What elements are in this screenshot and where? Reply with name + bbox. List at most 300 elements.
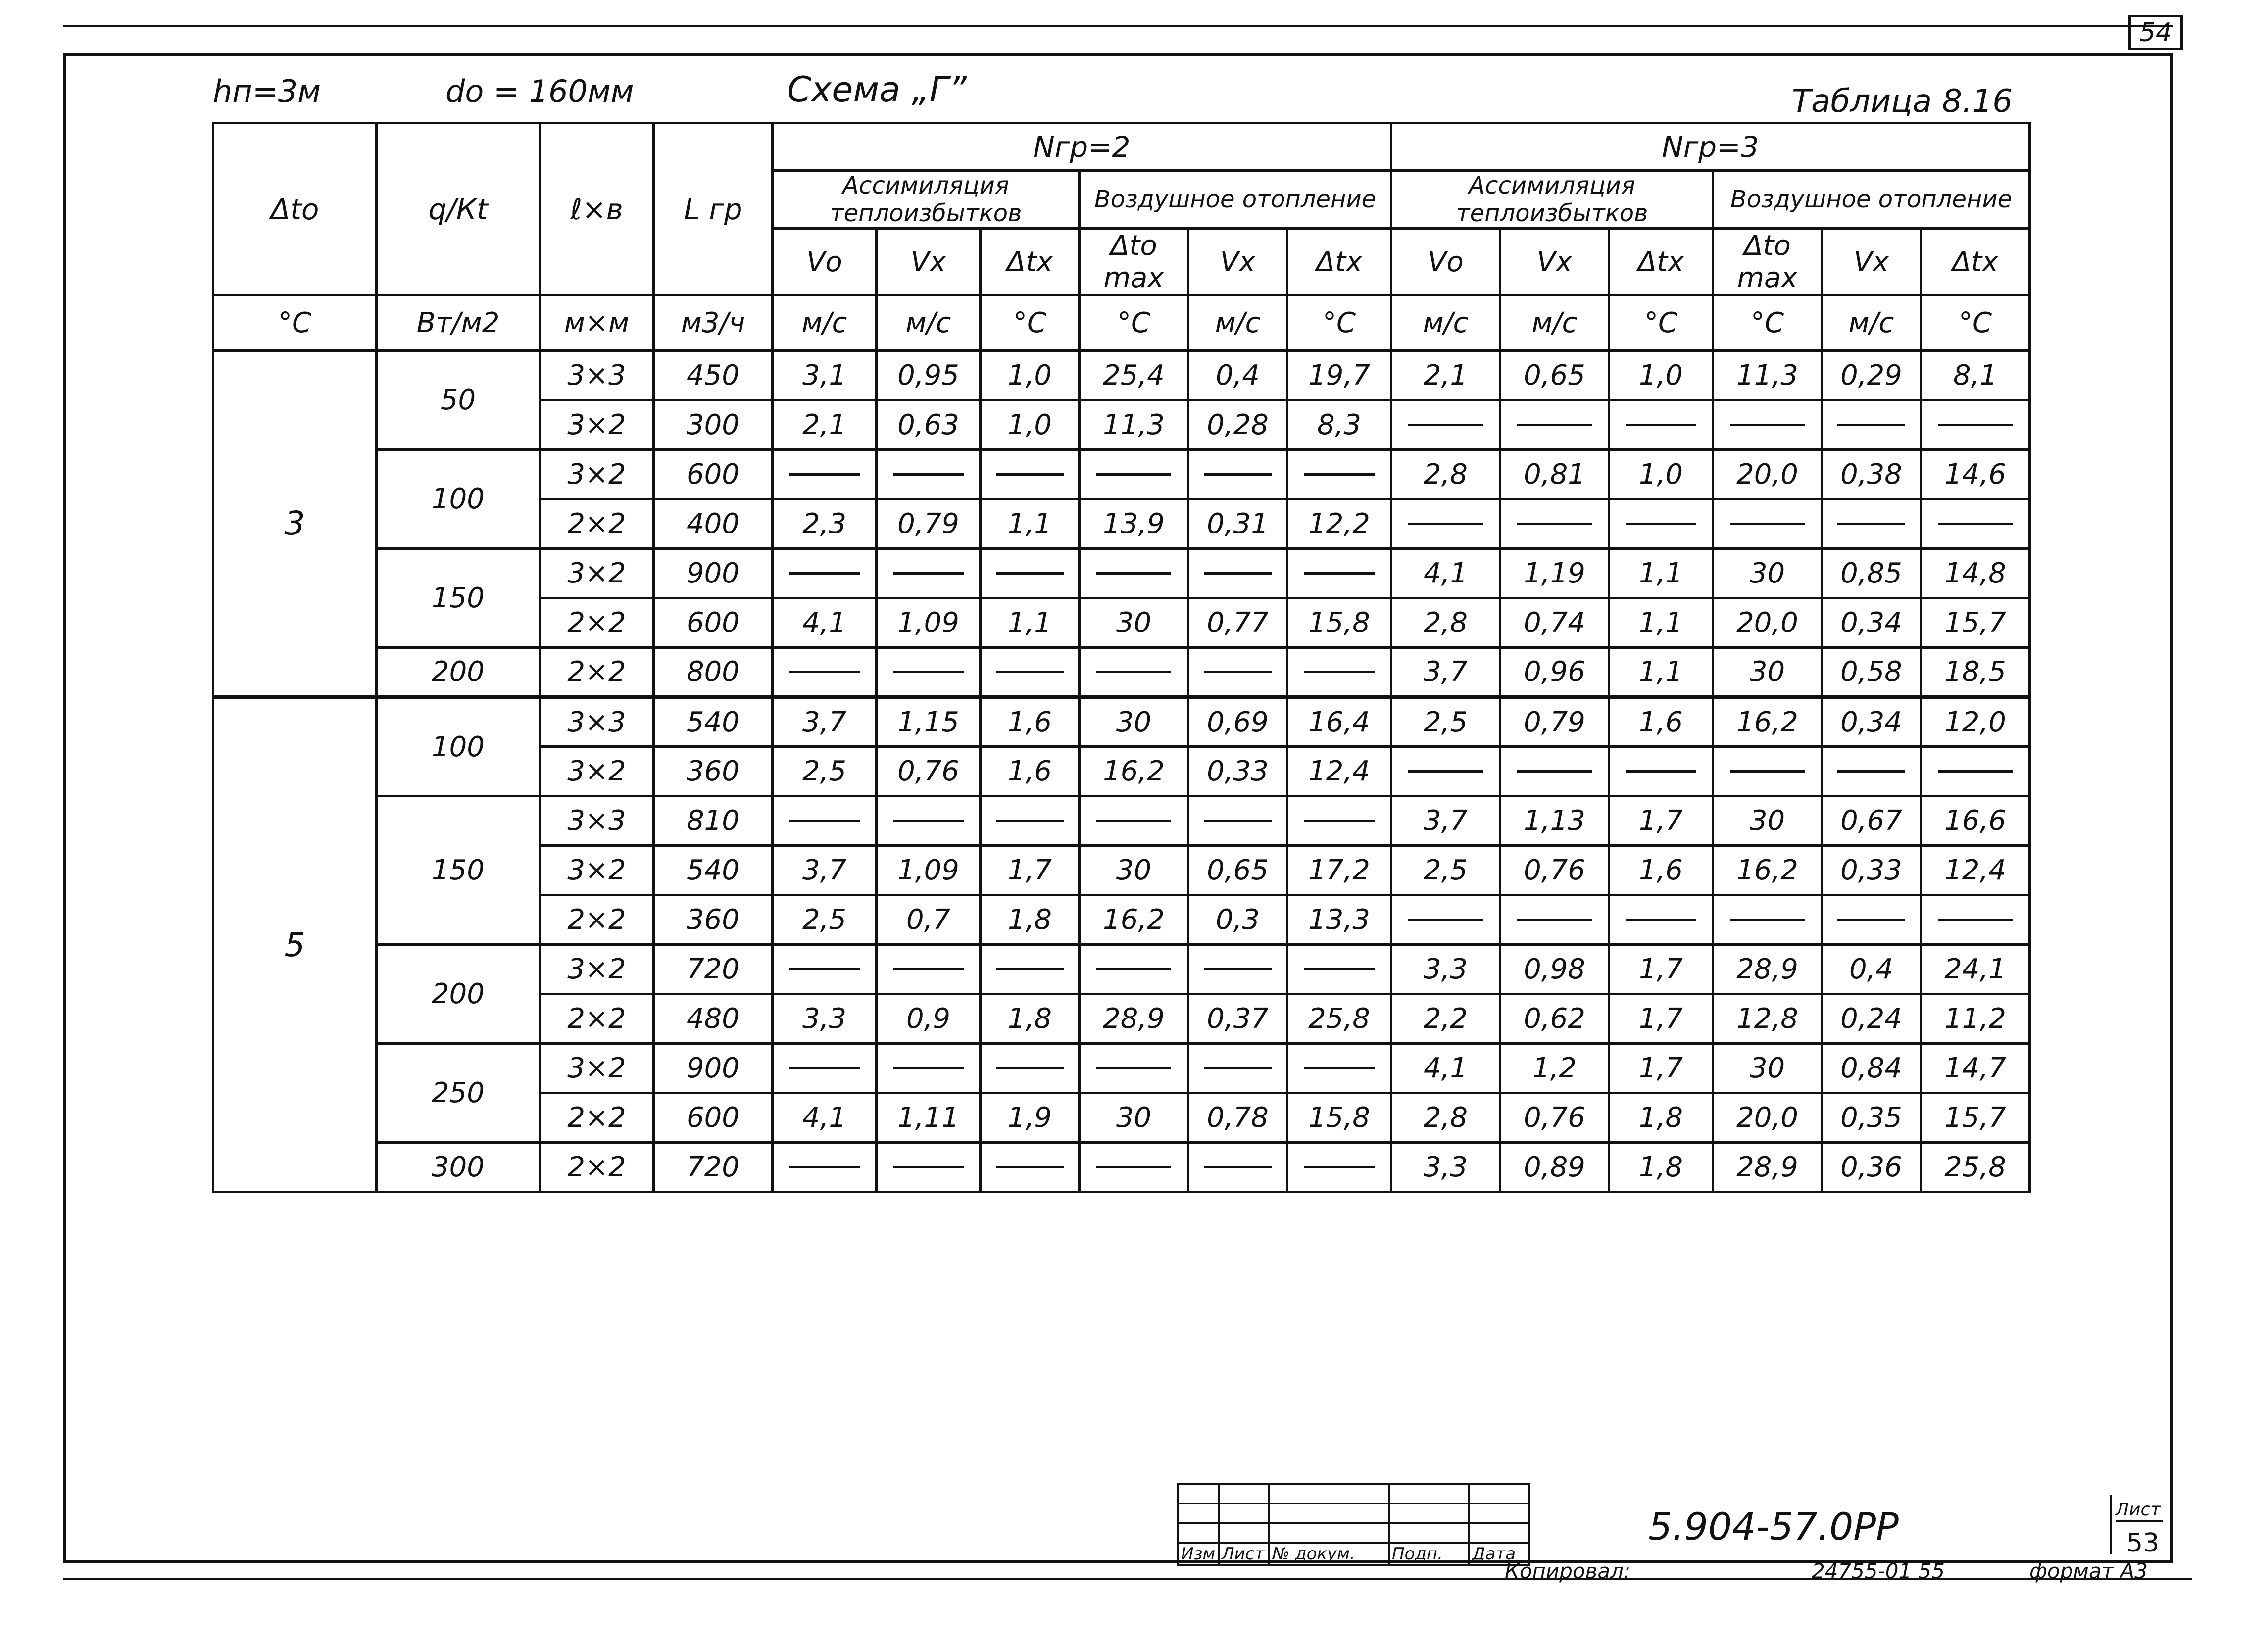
table-cell: 1,7: [1609, 945, 1713, 994]
table-cell: [1188, 648, 1287, 697]
table-cell: 2×2: [540, 895, 654, 945]
table-cell: 11,2: [1921, 994, 2030, 1044]
dash-mark: [996, 1166, 1064, 1168]
table-cell: [1713, 499, 1822, 549]
table-cell: 3,7: [1391, 648, 1500, 697]
table-cell: 2,3: [773, 499, 877, 549]
table-cell: [1609, 499, 1713, 549]
dash-mark: [893, 473, 964, 476]
table-cell: 3,7: [773, 697, 877, 747]
table-cell: 3,7: [773, 846, 877, 895]
dash-mark: [1938, 770, 2013, 773]
dash-mark: [893, 820, 964, 822]
table-cell: [877, 1044, 981, 1093]
table-cell: [877, 648, 981, 697]
table-cell: 0,7: [877, 895, 981, 945]
table-cell: 400: [654, 499, 773, 549]
dto-cell: 5: [213, 697, 377, 1192]
dash-mark: [1204, 1067, 1272, 1069]
dash-mark: [789, 671, 860, 673]
table-cell: 1,6: [981, 747, 1080, 796]
unit-cell: м/с: [1822, 295, 1921, 351]
table-cell: 0,3: [1188, 895, 1287, 945]
table-cell: 3×3: [540, 351, 654, 400]
unit-cell: °C: [1921, 295, 2030, 351]
col-n2-dtx2: Δtx: [1287, 229, 1391, 295]
table-cell: 12,4: [1287, 747, 1391, 796]
table-cell: [1287, 549, 1391, 598]
dash-mark: [1096, 473, 1171, 476]
table-cell: [1080, 796, 1188, 846]
dash-mark: [1304, 1067, 1375, 1069]
table-cell: [1080, 549, 1188, 598]
table-cell: 300: [654, 400, 773, 450]
dash-mark: [1304, 671, 1375, 673]
table-cell: 3×3: [540, 796, 654, 846]
table-cell: 0,98: [1500, 945, 1609, 994]
table-cell: 25,8: [1287, 994, 1391, 1044]
table-cell: 0,38: [1822, 450, 1921, 499]
stamp-label: № докум.: [1269, 1543, 1389, 1565]
table-cell: 3×3: [540, 697, 654, 747]
table-cell: [981, 648, 1080, 697]
dash-mark: [1837, 919, 1905, 921]
col-lgr: L гр: [654, 123, 773, 295]
table-cell: 0,9: [877, 994, 981, 1044]
table-cell: [1287, 1044, 1391, 1093]
dash-mark: [1096, 671, 1171, 673]
dash-mark: [1837, 424, 1905, 426]
table-cell: 1,0: [1609, 450, 1713, 499]
stamp-label: Подп.: [1389, 1543, 1469, 1565]
dash-mark: [1938, 919, 2013, 921]
table-cell: [1500, 747, 1609, 796]
dash-mark: [1204, 473, 1272, 476]
dash-mark: [996, 1067, 1064, 1069]
table-cell: 2,1: [1391, 351, 1500, 400]
table-cell: [877, 450, 981, 499]
table-cell: 0,58: [1822, 648, 1921, 697]
table-cell: [1287, 1143, 1391, 1192]
col-n2: Nгр=2: [773, 123, 1391, 171]
table-cell: [773, 945, 877, 994]
table-cell: [1287, 945, 1391, 994]
table-row: [213, 697, 2030, 747]
table-cell: 2,5: [1391, 846, 1500, 895]
table-cell: [1609, 895, 1713, 945]
table-cell: [1713, 895, 1822, 945]
table-cell: 0,96: [1500, 648, 1609, 697]
dash-mark: [1096, 1166, 1171, 1168]
table-cell: [1609, 400, 1713, 450]
table-cell: 360: [654, 895, 773, 945]
header-hn: hп=3м: [213, 73, 321, 109]
table-cell: 1,13: [1500, 796, 1609, 846]
dash-mark: [1626, 523, 1697, 525]
col-n3-dtx: Δtx: [1609, 229, 1713, 295]
col-n2-assim: Ассимиляция теплоизбытков: [773, 171, 1080, 229]
table-cell: 3×2: [540, 450, 654, 499]
table-cell: 0,77: [1188, 598, 1287, 648]
table-cell: 1,1: [1609, 549, 1713, 598]
table-cell: 12,2: [1287, 499, 1391, 549]
table-cell: 1,8: [1609, 1143, 1713, 1192]
unit-cell: м/с: [877, 295, 981, 351]
table-cell: [1391, 895, 1500, 945]
table-cell: 30: [1713, 648, 1822, 697]
dash-mark: [893, 572, 964, 575]
dash-mark: [1204, 572, 1272, 575]
table-cell: 14,7: [1921, 1044, 2030, 1093]
table-cell: 0,33: [1188, 747, 1287, 796]
table-cell: [1822, 895, 1921, 945]
col-n3-air: Воздушное отопление: [1713, 171, 2030, 229]
table-cell: 0,24: [1822, 994, 1921, 1044]
table-title: Таблица 8.16: [1792, 83, 2013, 120]
table-cell: 1,0: [981, 400, 1080, 450]
table-row: [213, 450, 2030, 499]
title-block-stamp: [1177, 1483, 1530, 1566]
table-cell: 1,09: [877, 598, 981, 648]
table-cell: 3,3: [773, 994, 877, 1044]
table-cell: [877, 945, 981, 994]
table-cell: 0,4: [1822, 945, 1921, 994]
table-cell: 30: [1713, 796, 1822, 846]
table-cell: 1,7: [1609, 796, 1713, 846]
table-cell: 3×2: [540, 747, 654, 796]
table-row: [213, 1143, 2030, 1192]
dash-mark: [996, 968, 1064, 970]
table-cell: [1391, 499, 1500, 549]
col-n3-vo: Vо: [1391, 229, 1500, 295]
dash-mark: [1408, 523, 1483, 525]
table-cell: 16,6: [1921, 796, 2030, 846]
header-do: dо = 160мм: [445, 73, 634, 109]
dash-mark: [1730, 770, 1805, 773]
table-cell: 30: [1713, 549, 1822, 598]
table-cell: 4,1: [773, 598, 877, 648]
table-cell: 900: [654, 549, 773, 598]
table-cell: 0,89: [1500, 1143, 1609, 1192]
dash-mark: [1304, 473, 1375, 476]
dash-mark: [996, 572, 1064, 575]
table-cell: [1822, 400, 1921, 450]
table-cell: 0,31: [1188, 499, 1287, 549]
table-cell: [981, 1143, 1080, 1192]
unit-cell: °C: [1713, 295, 1822, 351]
q-cell: 100: [377, 450, 540, 549]
dash-mark: [789, 968, 860, 970]
table-cell: 16,2: [1713, 846, 1822, 895]
col-n2-vo: Vо: [773, 229, 877, 295]
table-cell: [877, 796, 981, 846]
col-n2-air: Воздушное отопление: [1080, 171, 1391, 229]
table-cell: 13,9: [1080, 499, 1188, 549]
table-cell: 0,63: [877, 400, 981, 450]
table-cell: 1,1: [1609, 648, 1713, 697]
table-cell: 0,29: [1822, 351, 1921, 400]
dash-mark: [893, 1166, 964, 1168]
table-cell: 1,1: [1609, 598, 1713, 648]
dash-mark: [1626, 770, 1697, 773]
copied-label: Копировал:: [1505, 1559, 1631, 1583]
dash-mark: [1517, 770, 1592, 773]
table-cell: [1080, 1143, 1188, 1192]
dash-mark: [1730, 919, 1805, 921]
table-cell: 3×2: [540, 400, 654, 450]
table-cell: 0,34: [1822, 697, 1921, 747]
unit-cell: °C: [1080, 295, 1188, 351]
dash-mark: [996, 671, 1064, 673]
dash-mark: [1626, 424, 1697, 426]
table-cell: 1,6: [1609, 846, 1713, 895]
document-code: 5.904-57.0РР: [1648, 1504, 1899, 1549]
table-cell: 12,0: [1921, 697, 2030, 747]
table-cell: [1188, 945, 1287, 994]
col-n3-assim: Ассимиляция теплоизбытков: [1391, 171, 1713, 229]
table-cell: [1921, 499, 2030, 549]
dash-mark: [1837, 770, 1905, 773]
table-cell: 720: [654, 945, 773, 994]
col-lb: ℓ×в: [540, 123, 654, 295]
table-cell: 19,7: [1287, 351, 1391, 400]
table-cell: 2×2: [540, 648, 654, 697]
table-body: [213, 351, 2030, 1192]
table-cell: 12,4: [1921, 846, 2030, 895]
dash-mark: [1626, 919, 1697, 921]
table-cell: 1,1: [981, 499, 1080, 549]
table-row: [213, 796, 2030, 846]
table-cell: [981, 945, 1080, 994]
stamp-label: Лист: [1219, 1543, 1269, 1565]
col-n3-dtomax: Δtо max: [1713, 229, 1822, 295]
data-table: [212, 122, 2031, 1193]
col-n3-vx2: Vx: [1822, 229, 1921, 295]
dash-mark: [1096, 820, 1171, 822]
table-cell: 0,37: [1188, 994, 1287, 1044]
table-cell: 0,85: [1822, 549, 1921, 598]
table-cell: 20,0: [1713, 450, 1822, 499]
dash-mark: [1096, 968, 1171, 970]
table-cell: 0,79: [1500, 697, 1609, 747]
table-cell: 3,7: [1391, 796, 1500, 846]
table-cell: [1188, 1143, 1287, 1192]
unit-cell: м/с: [1500, 295, 1609, 351]
table-cell: 12,8: [1713, 994, 1822, 1044]
dash-mark: [789, 1166, 860, 1168]
table-cell: 30: [1713, 1044, 1822, 1093]
table-cell: 540: [654, 846, 773, 895]
dash-mark: [789, 820, 860, 822]
unit-cell: м/с: [1188, 295, 1287, 351]
frame-top-line: [63, 25, 2173, 27]
table-cell: [981, 1044, 1080, 1093]
table-cell: 30: [1080, 697, 1188, 747]
dash-mark: [1730, 523, 1805, 525]
table-cell: 28,9: [1713, 945, 1822, 994]
col-n2-vx: Vx: [877, 229, 981, 295]
table-cell: 810: [654, 796, 773, 846]
table-cell: 2×2: [540, 994, 654, 1044]
table-cell: 2,2: [1391, 994, 1500, 1044]
table-cell: [1188, 549, 1287, 598]
table-cell: [1080, 1044, 1188, 1093]
q-cell: 250: [377, 1044, 540, 1143]
table-cell: 0,76: [1500, 1093, 1609, 1143]
table-cell: 0,33: [1822, 846, 1921, 895]
table-cell: 4,1: [1391, 1044, 1500, 1093]
table-cell: 0,62: [1500, 994, 1609, 1044]
table-row: [213, 648, 2030, 697]
table-cell: [1080, 450, 1188, 499]
table-cell: 0,84: [1822, 1044, 1921, 1093]
table-cell: [1822, 747, 1921, 796]
table-cell: 1,11: [877, 1093, 981, 1143]
table-cell: 15,7: [1921, 598, 2030, 648]
table-cell: 1,1: [981, 598, 1080, 648]
table-cell: 15,7: [1921, 1093, 2030, 1143]
table-cell: 540: [654, 697, 773, 747]
dash-mark: [1304, 968, 1375, 970]
table-row: [213, 549, 2030, 598]
table-cell: [877, 549, 981, 598]
table-cell: 20,0: [1713, 598, 1822, 648]
dash-mark: [1837, 523, 1905, 525]
table-cell: 3×2: [540, 549, 654, 598]
table-cell: 8,1: [1921, 351, 2030, 400]
table-cell: 800: [654, 648, 773, 697]
dash-mark: [789, 473, 860, 476]
table-cell: 2×2: [540, 1093, 654, 1143]
table-cell: 14,8: [1921, 549, 2030, 598]
q-cell: 200: [377, 945, 540, 1044]
dash-mark: [1096, 1067, 1171, 1069]
unit-cell: °C: [1287, 295, 1391, 351]
dash-mark: [789, 1067, 860, 1069]
format-label: формат А3: [2029, 1559, 2148, 1583]
table-cell: 2×2: [540, 598, 654, 648]
table-row: [213, 945, 2030, 994]
table-cell: [1713, 747, 1822, 796]
table-cell: 11,3: [1080, 400, 1188, 450]
table-cell: 600: [654, 450, 773, 499]
table-cell: 2,8: [1391, 450, 1500, 499]
table-row: [213, 351, 2030, 400]
dash-mark: [1730, 424, 1805, 426]
table-cell: 1,9: [981, 1093, 1080, 1143]
table-cell: 16,2: [1713, 697, 1822, 747]
table-cell: 3,3: [1391, 1143, 1500, 1192]
dash-mark: [893, 968, 964, 970]
table-cell: [1287, 450, 1391, 499]
dash-mark: [1304, 820, 1375, 822]
col-q: q/Кt: [377, 123, 540, 295]
unit-cell: м/с: [773, 295, 877, 351]
table-cell: 15,8: [1287, 1093, 1391, 1143]
dash-mark: [1204, 1166, 1272, 1168]
table-cell: 480: [654, 994, 773, 1044]
dash-mark: [1517, 919, 1592, 921]
table-cell: 3×2: [540, 846, 654, 895]
table-cell: 0,36: [1822, 1143, 1921, 1192]
table-cell: 24,1: [1921, 945, 2030, 994]
table-cell: 0,74: [1500, 598, 1609, 648]
table-cell: 30: [1080, 846, 1188, 895]
table-cell: [1188, 450, 1287, 499]
q-cell: 150: [377, 549, 540, 648]
table-cell: 900: [654, 1044, 773, 1093]
table-cell: 16,2: [1080, 895, 1188, 945]
table-cell: [1080, 648, 1188, 697]
unit-cell: °C: [213, 295, 377, 351]
dash-mark: [789, 572, 860, 575]
table-cell: [1188, 1044, 1287, 1093]
table-cell: 0,76: [877, 747, 981, 796]
table-cell: [1391, 747, 1500, 796]
dash-mark: [1096, 572, 1171, 575]
table-cell: [1713, 400, 1822, 450]
col-n2-dtx: Δtx: [981, 229, 1080, 295]
table-cell: 1,8: [981, 994, 1080, 1044]
table-cell: 0,65: [1188, 846, 1287, 895]
table-cell: 600: [654, 1093, 773, 1143]
table-cell: 0,95: [877, 351, 981, 400]
table-cell: 30: [1080, 1093, 1188, 1143]
table-cell: 1,6: [981, 697, 1080, 747]
table-cell: 1,0: [1609, 351, 1713, 400]
table-cell: 14,6: [1921, 450, 2030, 499]
table-cell: 3×2: [540, 1044, 654, 1093]
q-cell: 200: [377, 648, 540, 697]
table-cell: 1,8: [1609, 1093, 1713, 1143]
dash-mark: [996, 473, 1064, 476]
unit-cell: °C: [981, 295, 1080, 351]
table-cell: 0,67: [1822, 796, 1921, 846]
table-cell: 2,5: [773, 895, 877, 945]
col-n3-dtx2: Δtx: [1921, 229, 2030, 295]
table-cell: 8,3: [1287, 400, 1391, 450]
table-cell: 1,19: [1500, 549, 1609, 598]
dash-mark: [1204, 671, 1272, 673]
table-cell: 13,3: [1287, 895, 1391, 945]
dash-mark: [1938, 523, 2013, 525]
table-cell: 1,7: [1609, 1044, 1713, 1093]
table-cell: [1188, 796, 1287, 846]
dash-mark: [1304, 1166, 1375, 1168]
table-cell: [1500, 895, 1609, 945]
col-n3-vx: Vx: [1500, 229, 1609, 295]
table-cell: [1287, 648, 1391, 697]
q-cell: 150: [377, 796, 540, 945]
table-cell: 0,28: [1188, 400, 1287, 450]
table-cell: [773, 796, 877, 846]
table-cell: 2,5: [773, 747, 877, 796]
table-cell: 720: [654, 1143, 773, 1192]
table-cell: 0,81: [1500, 450, 1609, 499]
table-cell: 28,9: [1713, 1143, 1822, 1192]
table-cell: 600: [654, 598, 773, 648]
q-cell: 50: [377, 351, 540, 450]
table-cell: 4,1: [773, 1093, 877, 1143]
table-cell: 2,1: [773, 400, 877, 450]
q-cell: 300: [377, 1143, 540, 1192]
table-cell: 0,79: [877, 499, 981, 549]
table-cell: 17,2: [1287, 846, 1391, 895]
table-cell: [981, 450, 1080, 499]
table-cell: 3,3: [1391, 945, 1500, 994]
table-cell: 2×2: [540, 499, 654, 549]
table-cell: 2,5: [1391, 697, 1500, 747]
